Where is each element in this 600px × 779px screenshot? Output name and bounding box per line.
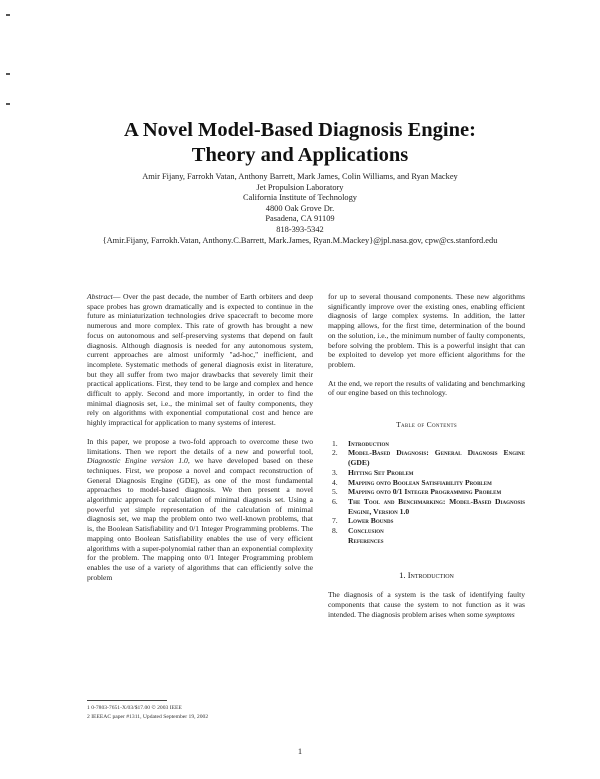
title-line-1: A Novel Model-Based Diagnosis Engine: <box>124 119 476 141</box>
toc-item <box>328 478 525 488</box>
toc-item-label: Hitting Set Problem <box>348 467 414 477</box>
footnote-1: 1 0-7803-7651-X/03/$17.00 © 2003 IEEE <box>87 705 182 711</box>
toc-item-label: Model-Based Diagnosis: General Diagnosis Engine (GDE) <box>348 448 525 468</box>
scan-edge-mark <box>6 73 10 75</box>
italic-term: symptoms <box>484 609 515 619</box>
page-number: 1 <box>297 746 303 756</box>
abstract-paragraph <box>87 292 313 428</box>
toc-item-label: Mapping onto 0/1 Integer Programming Problem <box>348 487 502 497</box>
toc-item <box>328 468 525 478</box>
paper-title <box>0 118 600 168</box>
footnote-divider <box>87 700 167 701</box>
toc-item-number: 8. <box>332 526 338 536</box>
body-paragraph <box>328 590 525 619</box>
toc-item-number: 5. <box>332 487 338 497</box>
toc-item <box>328 448 525 467</box>
paragraph-text: In this paper, we propose a two-fold approach to overcome these two limitations. Then we report the details of a new and powerful tool, <box>87 436 313 456</box>
author-phone: 818-393-5342 <box>276 224 324 234</box>
scan-edge-mark <box>6 103 10 105</box>
toc-item <box>328 536 525 546</box>
toc-item-label: Conclusion <box>348 526 384 536</box>
footnote-2: 2 IEEEAC paper #1311, Updated September 19, 2002 <box>87 714 209 720</box>
author-lab: Jet Propulsion Laboratory <box>256 182 344 192</box>
toc-item-label: References <box>348 535 384 545</box>
paragraph-text: , we have developed based on these techniques. First, we propose a novel and compact reconstruction of General Diagnosis Engine (GDE), as one of the most fundamental approaches to model-based diagnosis. We then present a novel algorithmic approach for calculation of minimal diagnosis set. Using a powerful yet simple representation of the calculation of minimal diagnosis set, we map the problem onto two well-known problems, that is, the Boolean Satisfiability and 0/1 Integer Programming problems. The mapping onto Boolean Satisfiability enables the use of very efficient algorithms with a super-polynomial rather than an exponential complexity for the problem. The mapping onto 0/1 Integer Programming problem enables the use of a variety of algorithms that can efficiently solve the problem <box>87 456 313 582</box>
footnotes <box>87 704 313 722</box>
toc-item-label: Introduction <box>348 438 390 448</box>
author-block <box>0 172 600 246</box>
toc-item-label: Lower Bounds <box>348 516 394 526</box>
author-city: Pasadena, CA 91109 <box>265 214 335 224</box>
toc-item-label: The Tool and Benchmarking: Model-Based Diagnosis Engine, Version 1.0 <box>348 496 525 516</box>
table-of-contents <box>328 439 525 546</box>
toc-item-number: 4. <box>332 477 338 487</box>
toc-item <box>328 526 525 536</box>
body-paragraph: At the end, we report the results of validating and benchmarking of our engine based on this technology. <box>328 378 525 398</box>
toc-item <box>328 439 525 449</box>
title-line-2: Theory and Applications <box>191 144 409 166</box>
toc-item-number: 3. <box>332 467 338 477</box>
tool-name: Diagnostic Engine version 1.0 <box>87 456 188 466</box>
abstract-label: Abstract <box>87 292 113 301</box>
section-heading: 1. Introduction <box>399 570 454 581</box>
abstract-text: — Over the past decade, the number of Earth orbiters and deep space probes has grown dramatically and is expected to continue in the future as miniaturization technologies drive spacecraft to become more numerous and more complex. This rate of growth has brought a new focus on autonomous and self-preserving systems that depend on fault diagnosis. Although diagnosis is needed for any autonomous system, current approaches are almost uniformly "ad-hoc," inefficient, and incomplete. Systematic methods of general diagnosis exist in literature, but they all suffer from two major drawbacks that severely limit their practical applications. First, they tend to be large and complex and hence difficult to apply. Second and more importantly, in order to find the minimal diagnosis set, i.e., the minimal set of faulty components, they rely on algorithms with exponential computational cost and hence are highly impractical for application to many systems of interest. <box>87 292 313 428</box>
toc-title: Table of Contents <box>396 420 457 430</box>
toc-item <box>328 516 525 526</box>
toc-item-label: Mapping onto Boolean Satisfiability Problem <box>348 477 492 487</box>
toc-item <box>328 487 525 497</box>
body-paragraph <box>87 437 313 583</box>
toc-item-number: 6. <box>332 496 338 506</box>
author-names: Amir Fijany, Farrokh Vatan, Anthony Barrett, Mark James, Colin Williams, and Ryan Mackey <box>142 172 458 181</box>
toc-item <box>328 497 525 516</box>
toc-item-number: 2. <box>332 448 338 458</box>
author-emails: {Amir.Fijany, Farrokh.Vatan, Anthony.C.Barrett, Mark.James, Ryan.M.Mackey}@jpl.nasa.gov, cpw@cs.stanford.edu <box>102 235 498 245</box>
right-column <box>328 292 525 628</box>
toc-item-number: 1. <box>332 438 338 448</box>
author-street: 4800 Oak Grove Dr. <box>265 203 335 213</box>
toc-item-number: 7. <box>332 516 338 526</box>
author-institute: California Institute of Technology <box>243 193 357 203</box>
left-column <box>87 292 313 591</box>
scan-edge-mark <box>6 14 10 16</box>
paragraph-text: The diagnosis of a system is the task of identifying faulty components that cause the system to not function as it was intended. The diagnosis problem arises when some <box>328 590 525 619</box>
body-paragraph: for up to several thousand components. These new algorithms significantly improve over the existing ones, enabling efficient diagnosis of large complex systems. In addition, the latter mapping allows, for the first time, determination of the bound on the solution, i.e., the minimum number of faulty components, before solving the problem. This is a powerful insight that can be exploited to develop yet more efficient algorithms for the problem. <box>328 292 525 369</box>
